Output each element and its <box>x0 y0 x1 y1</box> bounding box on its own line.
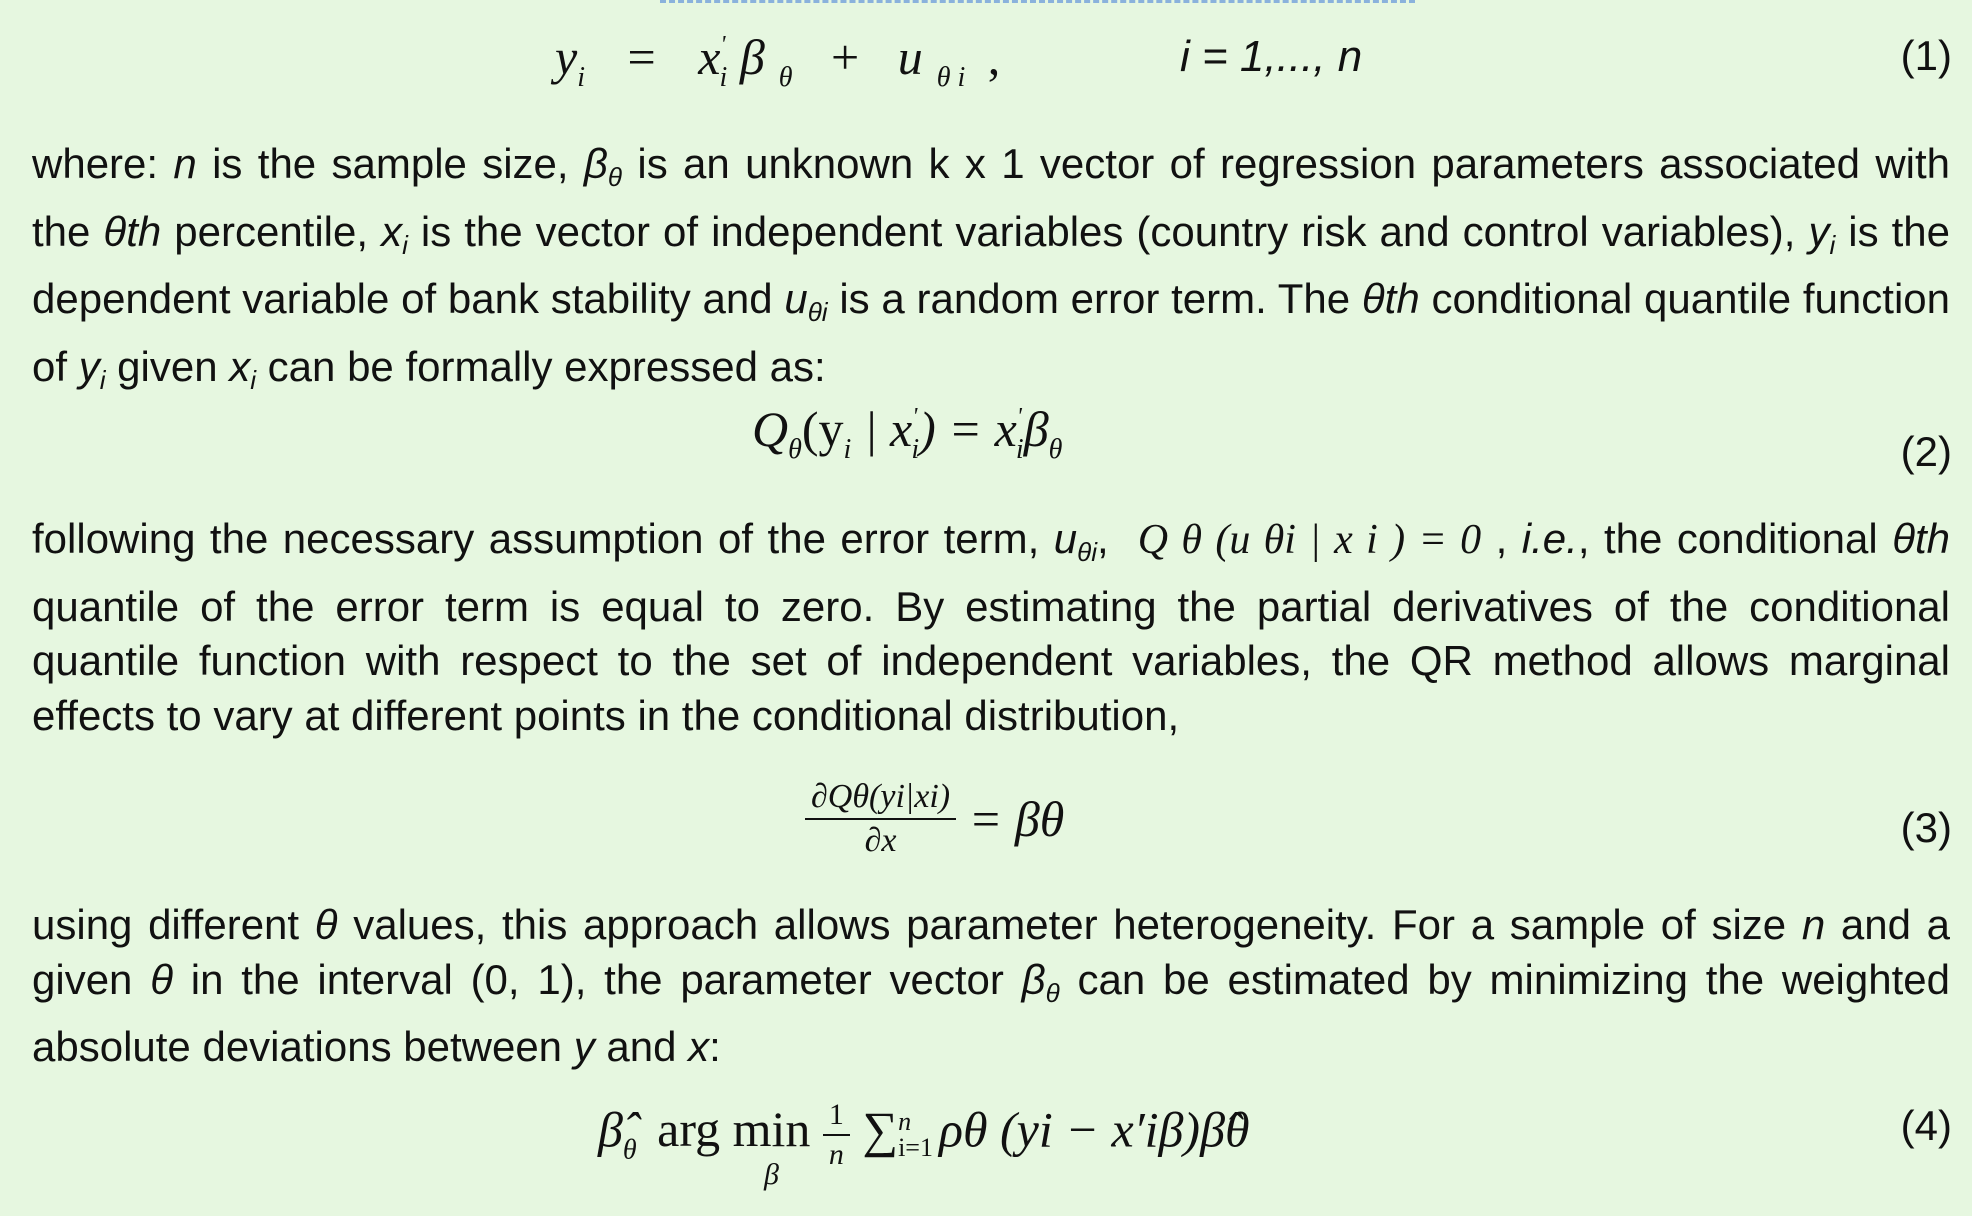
paragraph-3: using different θ values, this approach allows parameter heterogeneity. For a sample of size n and a given θ in the interval (0, 1), the parameter vector $\beta_\theta$ can be estimated by minimizing the weighted absolute deviations between y and x: <box>32 901 1950 1070</box>
equation-4-formula: $\betâ_\theta$ arg min β $\frac{1}{n}$ ∑ n i=1 ρθ (yi − x′iβ)β̂θ <box>598 1098 1250 1192</box>
equation-4-fraction: $\frac{1}{n}$ <box>823 1098 850 1172</box>
inline-equation: Q θ (u θi | x i ) = 0 <box>1137 517 1482 563</box>
equation-2-number: (2) <box>1900 428 1952 475</box>
equation-1-range: i = 1,..., n <box>1180 32 1363 81</box>
equation-3-formula: $\frac{\partial Q\theta(yi|xi)}{\partial x}$ = βθ <box>805 778 1064 860</box>
dashed-divider <box>660 0 1415 3</box>
equation-1-number: (1) <box>1900 32 1952 79</box>
equation-3 <box>0 780 1972 870</box>
equation-1 <box>0 28 1972 118</box>
equation-4-number: (4) <box>1900 1102 1952 1149</box>
paragraph-1: where: n is the sample size, $\beta_\theta$ is an unknown k x 1 vector of regression parameters associated with the θth percentile, $x_i$ is the vector of independent variables (country risk and control variables), $y_i$ is the dependent variable of bank stability and $u_{\theta i}$ is a random error term. The θth conditional quantile function of $y_i$ given $x_i$ can be formally expressed as: <box>32 140 1951 395</box>
paragraph-2: following the necessary assumption of the error term, $u_{\theta i}$, Q θ (u θi | x i ) = 0 , i.e., the conditional θth quantile of the error term is equal to zero. By estimating the partial derivatives of the conditional quantile function with respect to the set of independent variables, the QR method allows marginal effects to vary at different points in the conditional distribution, <box>32 515 1951 739</box>
equation-3-number: (3) <box>1900 804 1952 851</box>
equation-3-fraction: $\frac{\partial Q\theta(yi|xi)}{\partial x}$ <box>805 778 956 860</box>
equation-2-formula: $Q_\theta(y_i$ | $x'_i) = x'_i\beta_\theta$ <box>752 401 1063 465</box>
equation-2 <box>0 400 1972 490</box>
equation-1-formula: $y_i = x'_i$ β $_\theta$ + u $_{\theta i}$ , <box>555 29 1001 93</box>
min-operator: min β <box>732 1101 811 1192</box>
sum-limits: n i=1 <box>898 1107 933 1162</box>
equation-4 <box>0 1098 1972 1208</box>
